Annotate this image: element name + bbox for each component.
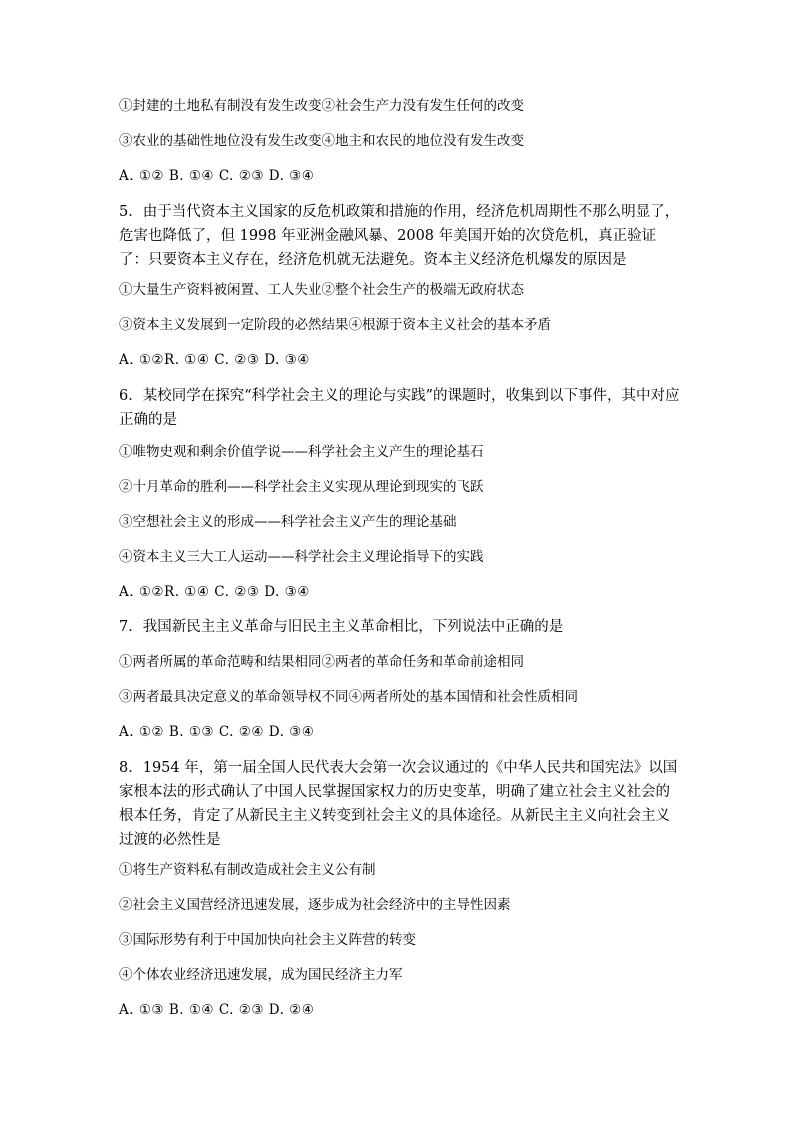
- q5-statement-3-4: ③资本主义发展到一定阶段的必然结果④根源于资本主义社会的基本矛盾: [119, 317, 551, 333]
- q8-statement-2: ②社会主义国营经济迅速发展，逐步成为社会经济中的主导性因素: [119, 897, 511, 913]
- q7-options: A. ①② B. ①③ C. ②④ D. ③④: [119, 724, 315, 740]
- q5-stem: 5．由于当代资本主义国家的反危机政策和措施的作用，经济危机周期性不那么明显了，危害也降低了，但 1998 年亚洲金融风暴、2008 年美国开始的次贷危机，真正验证了：只要资本主义存在，经济危机就无法避免。资本主义经济危机爆发的原因是: [119, 204, 680, 268]
- q4-statement-3-4: ③农业的基础性地位没有发生改变④地主和农民的地位没有发生改变: [119, 133, 524, 149]
- q6-stem: 6．某校同学在探究“科学社会主义的理论与实践”的课题时，收集到以下事件，其中对应正确的是: [119, 388, 680, 428]
- q8-statement-4: ④个体农业经济迅速发展，成为国民经济主力军: [119, 967, 403, 983]
- q6-statement-4: ④资本主义三大工人运动——科学社会主义理论指导下的实践: [119, 549, 484, 565]
- q4-statement-1-2: ①封建的土地私有制没有发生改变②社会生产力没有发生任何的改变: [119, 98, 524, 114]
- q8-options: A. ①③ B. ①④ C. ②③ D. ②④: [119, 1002, 315, 1018]
- q4-options: A. ①② B. ①④ C. ②③ D. ③④: [119, 168, 315, 184]
- q6-options: A. ①②R. ①④ C. ②③ D. ③④: [119, 584, 310, 600]
- q8-statement-1: ①将生产资料私有制改造成社会主义公有制: [119, 862, 376, 878]
- q7-statement-3-4: ③两者最具决定意义的革命领导权不同④两者所处的基本国情和社会性质相同: [119, 689, 578, 705]
- q8-statement-3: ③国际形势有利于中国加快向社会主义阵营的转变: [119, 932, 416, 948]
- q6-statement-1: ①唯物史观和剩余价值学说——科学社会主义产生的理论基石: [119, 444, 484, 460]
- q7-statement-1-2: ①两者所属的革命范畴和结果相同②两者的革命任务和革命前途相同: [119, 654, 524, 670]
- q7-stem: 7．我国新民主主义革命与旧民主主义革命相比，下列说法中正确的是: [119, 619, 564, 635]
- q5-statement-1-2: ①大量生产资料被闲置、工人失业②整个社会生产的极端无政府状态: [119, 282, 524, 298]
- q6-statement-2: ②十月革命的胜利——科学社会主义实现从理论到现实的飞跃: [119, 479, 484, 495]
- q5-options: A. ①②R. ①④ C. ②③ D. ③④: [119, 352, 310, 368]
- q6-statement-3: ③空想社会主义的形成——科学社会主义产生的理论基础: [119, 514, 457, 530]
- q8-stem: 8．1954 年，第一届全国人民代表大会第一次会议通过的《中华人民共和国宪法》以国家根本法的形式确认了中国人民掌握国家权力的历史变革，明确了建立社会主义社会的根本任务，肯定了从新民主主义转变到社会主义的具体途径。从新民主主义向社会主义过渡的必然性是: [119, 760, 678, 848]
